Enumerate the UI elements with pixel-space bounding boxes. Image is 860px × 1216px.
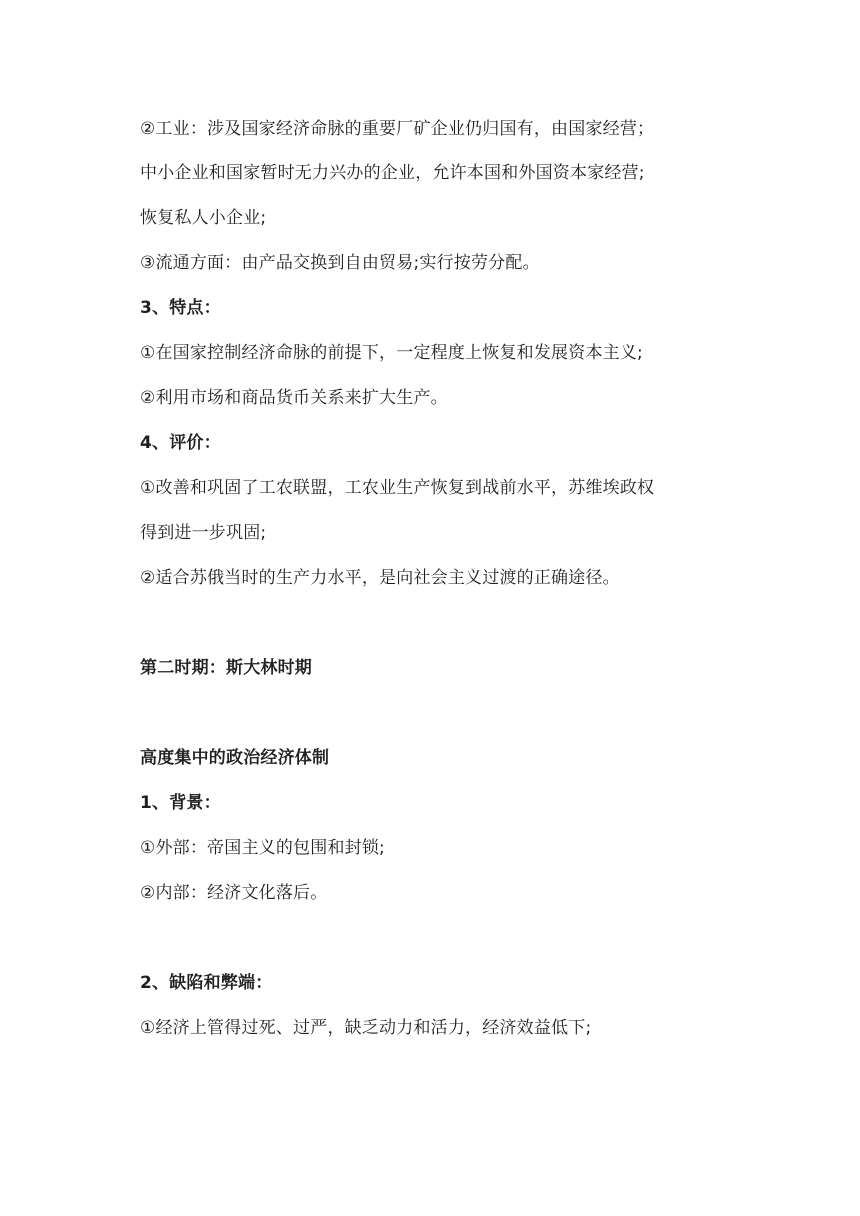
heading-features: 3、特点： [140, 298, 221, 318]
text-line-small-enterprises: 中小企业和国家暂时无力兴办的企业，允许本国和外国资本家经营; [140, 163, 645, 183]
heading-second-period: 第二时期：斯大林时期 [140, 658, 312, 678]
text-line-private-enterprises: 恢复私人小企业; [140, 208, 267, 228]
heading-centralized-system: 高度集中的政治经济体制 [140, 748, 330, 768]
heading-evaluation: 4、评价： [140, 433, 221, 453]
heading-background: 1、背景： [140, 793, 221, 813]
text-line-internal: ②内部：经济文化落后。 [140, 883, 328, 903]
text-line-feature-2: ②利用市场和商品货币关系来扩大生产。 [140, 388, 448, 408]
text-line-industry: ②工业：涉及国家经济命脉的重要厂矿企业仍归国有，由国家经营； [140, 119, 655, 139]
heading-defects: 2、缺陷和弊端： [140, 973, 273, 993]
text-line-external: ①外部：帝国主义的包围和封锁; [140, 838, 385, 858]
text-line-defect-1: ①经济上管得过死、过严，缺乏动力和活力，经济效益低下; [140, 1018, 592, 1038]
text-line-evaluation-1a: ①改善和巩固了工农联盟，工农业生产恢复到战前水平，苏维埃政权 [140, 478, 655, 498]
text-line-circulation: ③流通方面：由产品交换到自由贸易;实行按劳分配。 [140, 253, 540, 273]
text-line-evaluation-2: ②适合苏俄当时的生产力水平，是向社会主义过渡的正确途径。 [140, 568, 620, 588]
text-line-feature-1: ①在国家控制经济命脉的前提下，一定程度上恢复和发展资本主义; [140, 343, 643, 363]
text-line-evaluation-1b: 得到进一步巩固; [140, 523, 267, 543]
